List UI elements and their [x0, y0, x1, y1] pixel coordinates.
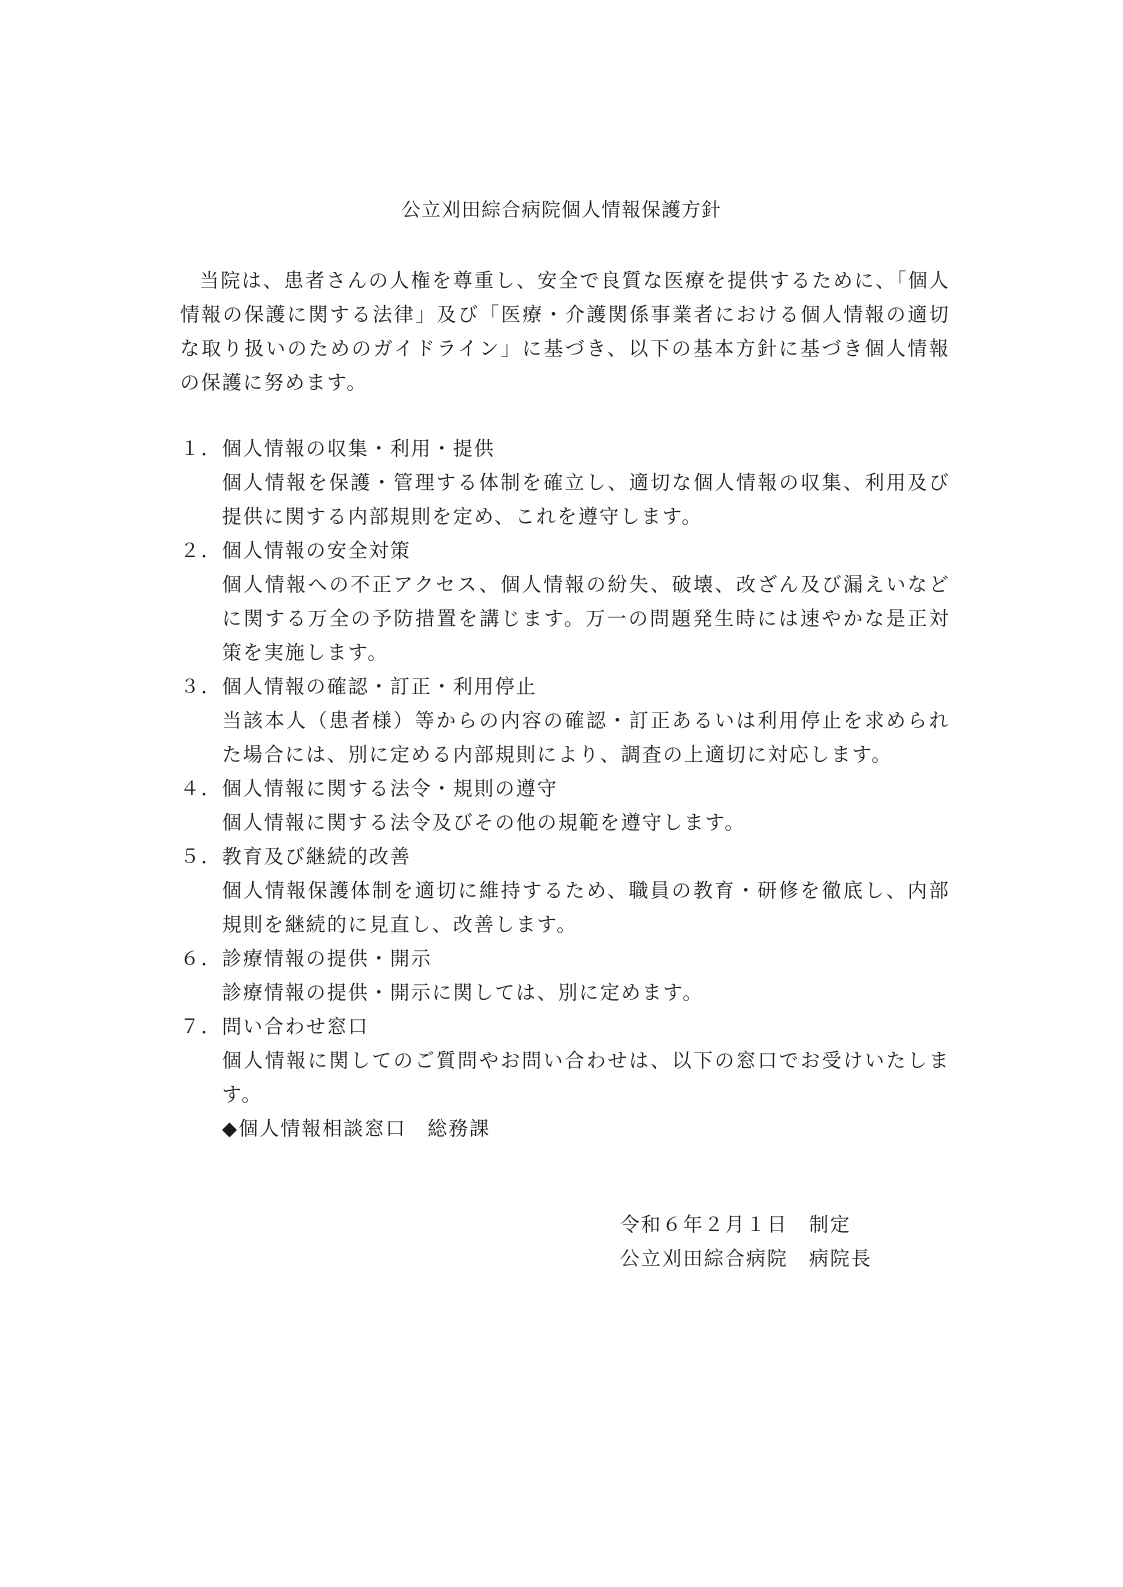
policy-list [180, 432, 950, 1146]
item-number: ５． [180, 845, 223, 868]
item-title: 個人情報の収集・利用・提供 [222, 437, 496, 460]
item-body: 当該本人（患者様）等からの内容の確認・訂正あるいは利用停止を求められた場合には、別に定める内部規則により、調査の上適切に対応します。 [222, 709, 950, 766]
list-item [180, 670, 950, 772]
item-number: ４． [180, 777, 223, 800]
item-body: 個人情報に関する法令及びその他の規範を遵守します。 [222, 811, 746, 834]
item-body: 個人情報保護体制を適切に維持するため、職員の教育・研修を徹底し、内部規則を継続的に見直し、改善します。 [222, 879, 950, 936]
item-number: １． [180, 437, 223, 460]
item-number: ７． [180, 1015, 223, 1038]
item-body: 個人情報への不正アクセス、個人情報の紛失、破壊、改ざん及び漏えいなどに関する万全の予防措置を講じます。万一の問題発生時には速やかな是正対策を実施します。 [222, 573, 950, 664]
item-number: ３． [180, 675, 223, 698]
list-item [180, 772, 950, 840]
item-body: 診療情報の提供・開示に関しては、別に定めます。 [222, 981, 704, 1004]
list-item [180, 534, 950, 670]
item-body: 個人情報に関してのご質問やお問い合わせは、以下の窓口でお受けいたします。 [222, 1049, 950, 1106]
signature-block [620, 1208, 872, 1276]
contact-window: ◆個人情報相談窓口 総務課 [222, 1117, 491, 1140]
item-title: 個人情報の確認・訂正・利用停止 [222, 675, 538, 698]
issuer: 公立刈田綜合病院 病院長 [620, 1247, 873, 1270]
intro-paragraph: 当院は、患者さんの人権を尊重し、安全で良質な医療を提供するために、「個人情報の保護に関する法律」及び「医療・介護関係事業者における個人情報の適切な取り扱いのためのガイドライン」に基づき、以下の基本方針に基づき個人情報の保護に努めます。 [180, 269, 950, 394]
item-number: ６． [180, 947, 223, 970]
item-title: 診療情報の提供・開示 [222, 947, 433, 970]
list-item [180, 840, 950, 942]
item-body: 個人情報を保護・管理する体制を確立し、適切な個人情報の収集、利用及び提供に関する内部規則を定め、これを遵守します。 [222, 471, 950, 528]
item-title: 教育及び継続的改善 [222, 845, 412, 868]
item-title: 個人情報に関する法令・規則の遵守 [222, 777, 559, 800]
item-title: 問い合わせ窓口 [222, 1015, 370, 1038]
document-title: 公立刈田綜合病院個人情報保護方針 [401, 199, 722, 221]
list-item [180, 432, 950, 534]
enactment-date: 令和６年２月１日 制定 [620, 1213, 852, 1236]
item-number: ２． [180, 539, 223, 562]
list-item [180, 1010, 950, 1146]
list-item [180, 942, 950, 1010]
item-title: 個人情報の安全対策 [222, 539, 412, 562]
